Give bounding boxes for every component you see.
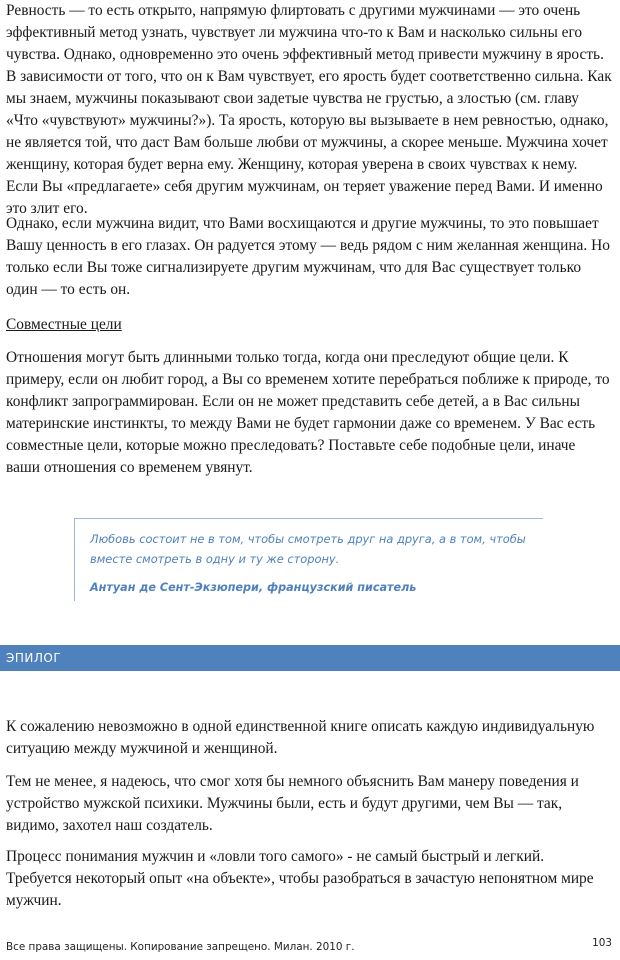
quote-box: [74, 518, 543, 601]
page-number: 103: [592, 937, 612, 949]
epilog-paragraph: Тем не менее, я надеюсь, что смог хотя бы немного объяснить Вам манеру поведения и устройство мужской психики. Мужчины были, есть и будут другими, чем Вы — так, видимо, захотел наш создатель.: [6, 773, 579, 834]
quote-author: Антуан де Сент-Экзюпери, французский писатель: [90, 581, 417, 594]
quote-text: Любовь состоит не в том, чтобы смотреть друг на друга, а в том, чтобы вместе смотреть в одну и ту же сторону.: [90, 532, 526, 566]
epilog-paragraph: К сожалению невозможно в одной единственной книге описать каждую индивидуальную ситуацию между мужчиной и женщиной.: [6, 718, 595, 757]
epilog-paragraph: Процесс понимания мужчин и «ловли того самого» - не самый быстрый и легкий. Требуется некоторый опыт «на объекте», чтобы разобраться в зачастую непонятном мире мужчин.: [6, 848, 594, 909]
footer-copyright: Все права защищены. Копирование запрещено. Милан. 2010 г.: [6, 941, 355, 953]
epilog-heading-bar: [0, 645, 620, 671]
body-paragraph: Ревность — то есть открыто, напрямую флиртовать с другими мужчинами — это очень эффективный метод узнать, чувствует ли мужчина что-то к Вам и насколько сильны его чувства. Однако, одновременно это очень эффективный метод привести мужчину в ярость. В зависимости от того, что он к Вам чувствует, его ярость будет соответственно сильна. Как мы знаем, мужчины показывают свои задетые чувства не грустью, а злостью (см. главу «Что «чувствуют» мужчины?»). Та ярость, которую вы вызываете в нем ревностью, однако, не является той, что даст Вам больше любви от мужчины, а скорее меньше. Мужчина хочет женщину, которая будет верна ему. Женщину, которая уверена в своих чувствах к нему. Если Вы «предлагаете» себя другим мужчинам, он теряет уважение перед Вами. И именно это злит его.: [6, 2, 612, 217]
section-heading: Совместные цели: [6, 316, 122, 333]
epilog-title: ЭПИЛОГ: [6, 651, 62, 665]
body-paragraph: Отношения могут быть длинными только тогда, когда они преследуют общие цели. К примеру, если он любит город, а Вы со временем хотите перебраться поближе к природе, то конфликт запрограммирован. Если он не может представить себе детей, а в Вас сильны материнские инстинкты, то между Вами не будет гармонии даже со временем. У Вас есть совместные цели, которые можно преследовать? Поставьте себе подобные цели, иначе ваши отношения со временем увянут.: [6, 349, 610, 476]
body-paragraph: Однако, если мужчина видит, что Вами восхищаются и другие мужчины, то это повышает Вашу ценность в его глазах. Он радуется этому — ведь рядом с ним желанная женщина. Но только если Вы тоже сигнализируете другим мужчинам, что для Вас существует только один — то есть он.: [6, 215, 610, 298]
